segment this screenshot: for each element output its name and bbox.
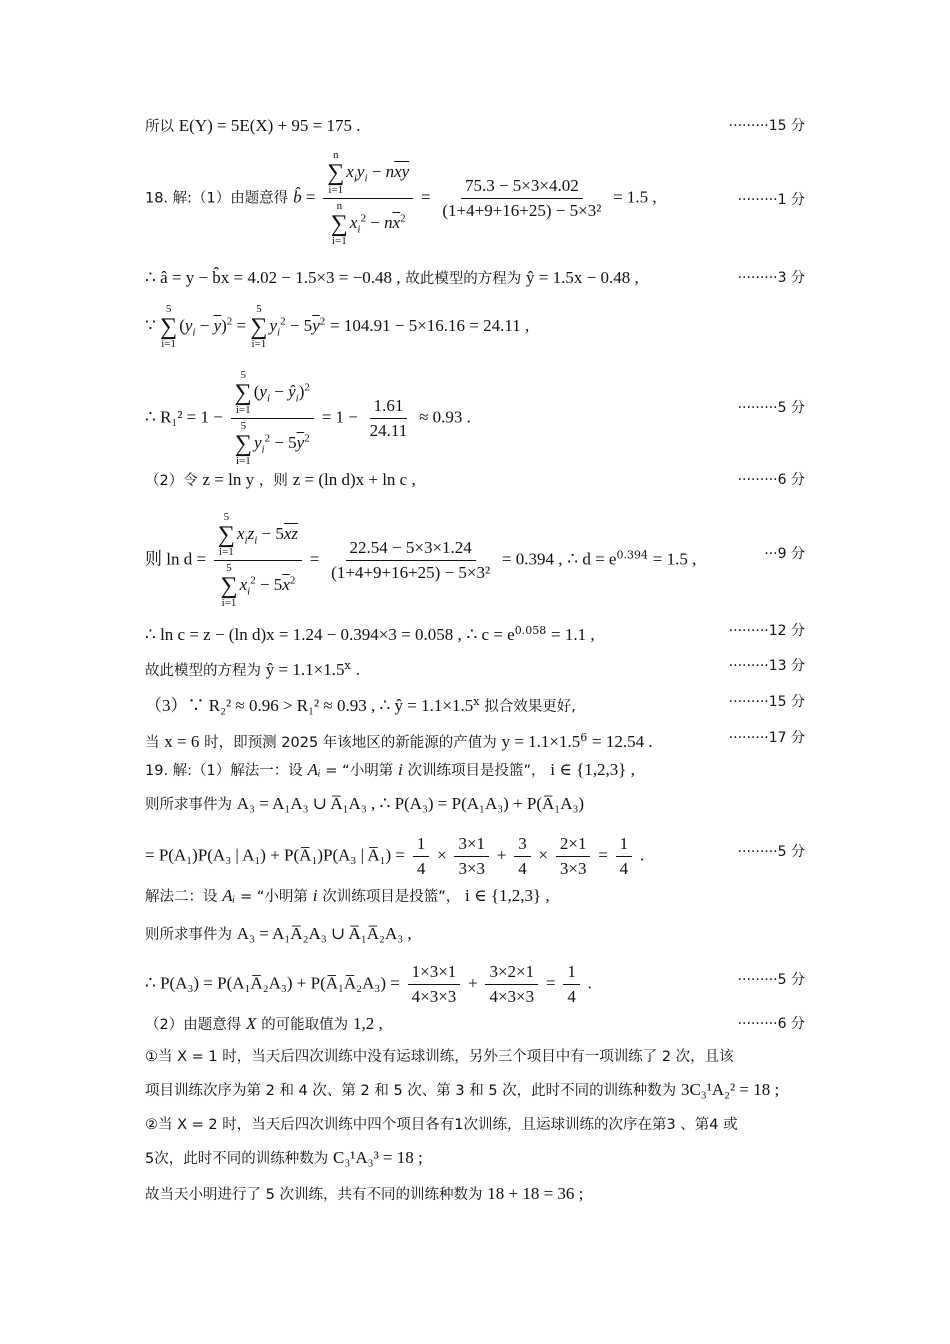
score-12: ·········5 分 xyxy=(737,972,805,988)
score-8: ·········13 分 xyxy=(728,658,805,674)
ahat-text: 故此模型的方程为 xyxy=(405,271,522,287)
expectation-eq: E(Y) = 5E(X) + 95 = 175 . xyxy=(178,116,361,135)
line-case-2a: ②当 X = 2 时，当天后四次训练中四个项目各有1次训练，且运球训练的次序在第3 、第4 或 xyxy=(145,1117,738,1133)
line-let-z: （2）令 z = ln y ，则 z = (ln d)x + ln c , xyxy=(145,470,416,489)
r1-general-fraction: 5 ∑ i=1 ($y_i$ − $ŷ_i)^2$ 5 ∑ i=1 $y_i^2 - 5\overline{y}^2$ xyxy=(231,370,314,467)
bhat-symbol: b̂ = xyxy=(293,187,316,207)
line-expectation xyxy=(145,116,361,137)
line-sum: ∵ 5 ∑ i=1 $(y_i - \overline{y})^2$ = 5 ∑ i=1 $y_i^2 - 5\overline{y}^2 = 104.91 - 5\times 16.16 = 24.11$ , xyxy=(145,303,530,350)
line-case-1a: ①当 X = 1 时，当天后四次训练中没有运球训练，另外三个项目中有一项训练了 2 次，且该 xyxy=(145,1049,734,1065)
line-prob-2: ∴ P(A₃) = P(A₁A̅₂A₃) + P(A̅₁A̅₂A₃) = $\frac{1\times 3\times 1}{4\times 3\times 3}$ + $\frac{3\times 2\times 1}{4\times 3\times 3}$ = $\frac{1}{4}$ . xyxy=(145,962,592,1006)
ahat-model: ŷ = 1.5x − 0.48 , xyxy=(526,268,639,287)
line-lnd: 则 ln d = 5 ∑ i=1 $x_iz_i - 5\overline{x}\overline{z}$ 5 ∑ i=1 $x_i^2 - 5\overline{x}^2$ = $\frac{22.54 - 5\times 3\times 1.24}{\text{(1+4+9+16+25) − 5×3²}}$ = 0.394 , ∴ $d = e^{0.394} = 1.5$ , xyxy=(145,511,697,609)
line-bhat: 18. 解:（1）由题意得 b̂ = n ∑ i=1 $x_iy_i - n\overline{x}\overline{y}$ n ∑ i=1 $x_i^2 - n\overline{x}^2$ = $\frac{75.3 - 5\times 3\times 4.02}{\text{(1+4+9+16+25) − 5×3²}}$ = 1.5 , xyxy=(145,149,657,247)
text-so: 所以 xyxy=(145,119,174,135)
line-final: 故当天小明进行了 5 次训练，共有不同的训练种数为 18 + 18 = 36 ; xyxy=(145,1184,584,1203)
line-case-2b: 5次，此时不同的训练种数为 C₃¹A₃³ = 18 ; xyxy=(145,1148,423,1167)
r1-lead: ∴ R₁² = 1 − xyxy=(145,407,223,427)
score-2: ·········1 分 xyxy=(737,192,805,208)
line-prob-1: = P(A₁)P(A₃ | A₁) + P(A̅₁)P(A₃ | A̅₁) = $\frac{1}{4}$ × $\frac{3\times 1}{3\times 3}$ + $\frac{3}{4}$ × $\frac{2\times 1}{3\times 3}$ = $\frac{1}{4}$ . xyxy=(145,834,645,878)
line-model: 故此模型的方程为 ŷ = $1.1\times 1.5^x$ . xyxy=(145,659,361,679)
bhat-numeric-fraction: $\frac{75.3 - 5\times 3\times 4.02}{\text{(1+4+9+16+25) − 5×3²}}$ xyxy=(442,176,602,220)
line-predict: 当 x = 6 时，即预测 2025 年该地区的新能源的产值为 $y = 1.1\times 1.5^6 = 12.54$ . xyxy=(145,731,653,751)
score-3: ·········3 分 xyxy=(737,270,805,286)
score-13: ·········6 分 xyxy=(737,1016,805,1032)
lnd-general-fraction: 5 ∑ i=1 $x_iz_i - 5\overline{x}\overline{z}$ 5 ∑ i=1 $x_i^2 - 5\overline{x}^2$ xyxy=(214,512,302,609)
score-4: ·········5 分 xyxy=(737,400,805,416)
line-lnc: ∴ ln c = z − (ln d)x = 1.24 − 0.394×3 = 0.058 , ∴ $c = e^{0.058} = 1.1$ , xyxy=(145,624,595,644)
score-11: ·········5 分 xyxy=(737,844,805,860)
line-problem-19: 19. 解:（1）解法一：设 Aᵢ = “小明第 i 次训练项目是投篮”， i ∈ {1,2,3} , xyxy=(145,760,635,779)
r1-result: ≈ 0.93 . xyxy=(419,407,471,427)
line-ahat xyxy=(145,268,639,289)
bhat-result: = 1.5 , xyxy=(613,187,657,207)
score-1: ·········15 分 xyxy=(728,118,805,134)
lnd-lead: 则 ln d = xyxy=(145,549,207,569)
score-5: ·········6 分 xyxy=(737,472,805,488)
lnd-numeric-fraction: $\frac{22.54 - 5\times 3\times 1.24}{\text{(1+4+9+16+25) − 5×3²}}$ xyxy=(331,538,491,582)
line-case-1b: 项目训练次序为第 2 和 4 次、第 2 和 5 次、第 3 和 5 次，此时不同的训练种数为 3C₃¹A₂² = 18 ; xyxy=(145,1080,780,1099)
line-event-2: 则所求事件为 A₃ = A₁A̅₂A₃ ∪ A̅₁A̅₂A₃ , xyxy=(145,924,412,943)
line-event-1: 则所求事件为 A₃ = A₁A₃ ∪ A̅₁A₃ , ∴ P(A₃) = P(A₁A₃) + P(A̅₁A₃) xyxy=(145,794,585,813)
r1-numeric-fraction: $\frac{1.61}{24.11}$ xyxy=(369,396,408,440)
line-method-2: 解法二：设 Aᵢ = “小明第 i 次训练项目是投篮”， i ∈ {1,2,3} , xyxy=(145,886,550,905)
line-r1: ∴ R₁² = 1 − 5 ∑ i=1 ($y_i$ − $ŷ_i)^2$ 5 ∑ i=1 $y_i^2 - 5\overline{y}^2$ = 1 − $\frac{1.61}{24.11}$ ≈ 0.93 . xyxy=(145,369,471,467)
bhat-general-fraction: n ∑ i=1 $x_iy_i - n\overline{x}\overline{y}$ n ∑ i=1 $x_i^2 - n\overline{x}^2$ xyxy=(323,150,413,247)
problem-18-label: 18. 解:（1）由题意得 xyxy=(145,190,289,207)
line-part3: （3）∵ R₂² ≈ 0.96 > R₁² ≈ 0.93 , ∴ ŷ = $1.1\times 1.5^x$ 拟合效果更好, xyxy=(145,695,576,715)
score-7: ·········12 分 xyxy=(728,623,805,639)
score-6: ···9 分 xyxy=(764,546,805,562)
line-q2: （2）由题意得 X 的可能取值为 1,2 , xyxy=(145,1014,383,1033)
ahat-eq: ∴ â = y − b̂x = 4.02 − 1.5×3 = −0.48 , xyxy=(145,268,401,287)
score-10: ·········17 分 xyxy=(728,730,805,746)
sum-result: = 104.91 − 5×16.16 = 24.11 , xyxy=(330,315,530,335)
score-9: ·········15 分 xyxy=(728,694,805,710)
